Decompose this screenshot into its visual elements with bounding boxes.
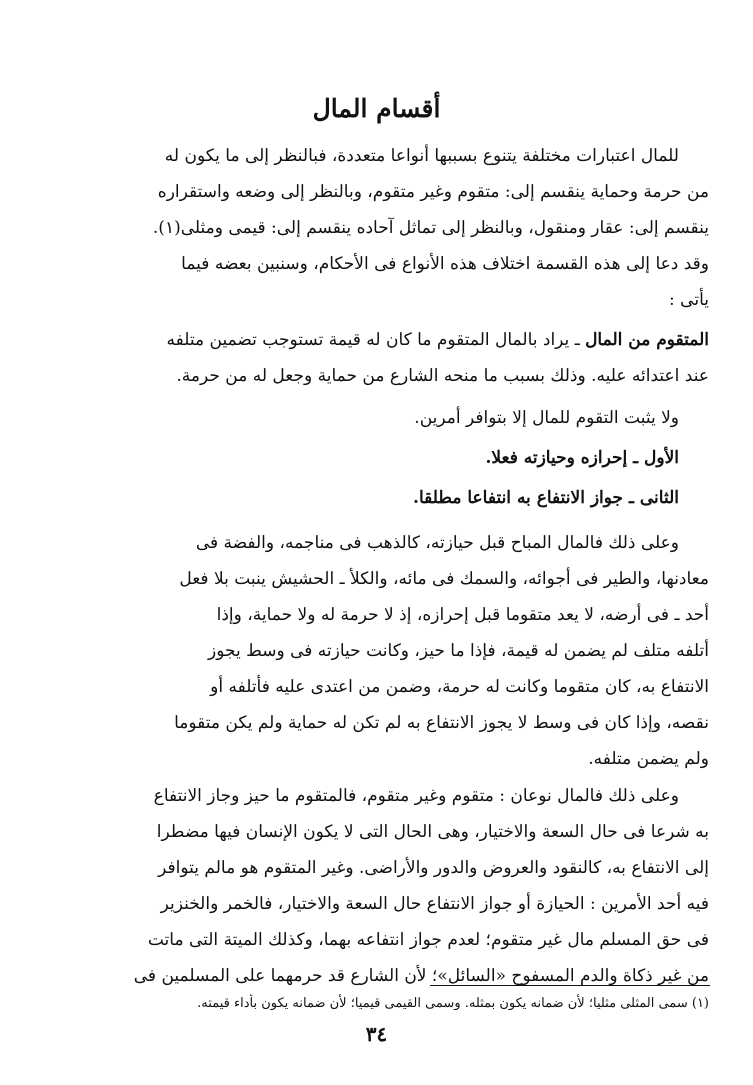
text-line [44, 322, 709, 358]
text-line: أتلفه متلف لم يضمن له قيمة، فإذا ما حيز، وكانت حيازته فى وسط يجوز [208, 641, 709, 661]
text-line: نقصه، وإذا كان فى وسط لا يجوز الانتفاع به لم تكن له حماية ولم يكن متقوما [174, 713, 709, 733]
text-line: الثانى ـ جواز الانتفاع به انتفاعا مطلقا. [413, 488, 679, 508]
text-line: وعلى ذلك فالمال نوعان : متقوم وغير متقوم، فالمتقوم ما حيز وجاز الانتفاع [153, 786, 679, 806]
text-line: ولا يثبت التقوم للمال إلا بتوافر أمرين. [414, 408, 679, 428]
text-line: من غير ذكاة والدم المسفوح «السائل»؛ لأن الشارع قد حرمهما على المسلمين فى [133, 966, 709, 986]
page-title: أقسام المال [312, 94, 441, 123]
text-line: للمال اعتبارات مختلفة يتنوع بسببها أنواعا متعددة، فبالنظر إلى ما يكون له [164, 146, 679, 166]
text-fragment: ـ يراد بالمال المتقوم ما كان له قيمة تستوجب تضمين متلفه [166, 330, 586, 350]
text-line: وعلى ذلك فالمال المباح قبل حيازته، كالذهب فى مناجمه، والفضة فى [195, 533, 679, 553]
text-line: وقد دعا إلى هذه القسمة اختلاف هذه الأنواع فى الأحكام، وسنبين بعضه فيما [181, 254, 709, 274]
paragraph-first-condition [44, 440, 709, 476]
text-line: يأتى : [669, 290, 709, 310]
text-line: ينقسم إلى: عقار ومنقول، وبالنظر إلى تماثل آحاده ينقسم إلى: قيمى ومثلى(١). [152, 218, 709, 238]
text-line: فى حق المسلم مال غير متقوم؛ لعدم جواز انتفاعه بهما، وكذلك الميتة التى ماتت [147, 930, 709, 950]
text-line: من حرمة وحماية ينقسم إلى: متقوم وغير متقوم، وبالنظر إلى وضعه واستقراره [157, 182, 709, 202]
footnote-divider [430, 985, 710, 986]
text-line: ولم يضمن متلفه. [588, 749, 709, 769]
footnote: (١) سمى المثلى مثليا؛ لأن ضمانه يكون بمثله. وسمى القيمى قيميا؛ لأن ضمانه يكون بأداء قيمته. [197, 996, 709, 1011]
term-heading: المتقوم من المال [585, 330, 709, 350]
text-line: عند اعتدائه عليه. وذلك بسبب ما منحه الشارع من حماية وجعل له من حرمة. [176, 366, 709, 386]
text-line: فيه أحد الأمرين : الحيازة أو جواز الانتفاع حال السعة والاختيار، فالخمر والخنزير [160, 894, 709, 914]
text-line: الانتفاع به، كان متقوما وكانت له حرمة، وضمن من اعتدى عليه فأتلفه أو [210, 677, 709, 697]
text-line: الأول ـ إحرازه وحيازته فعلا. [485, 448, 679, 468]
paragraph-conditions [44, 400, 709, 436]
text-line: به شرعا فى حال السعة والاختيار، وهى الحال التى لا يكون الإنسان فيها مضطرا [156, 822, 709, 842]
page-number: ٣٤ [365, 1022, 388, 1046]
text-line: أحد ـ فى أرضه، لا يعد متقوما قبل إحرازه، إذ لا حرمة له ولا حماية، وإذا [216, 605, 709, 625]
paragraph-mubah [44, 525, 709, 777]
paragraph-second-condition [44, 480, 709, 516]
paragraph-mutaqawwim [44, 322, 709, 394]
paragraph-two-types [44, 778, 709, 994]
paragraph-intro [44, 138, 709, 318]
text-line: إلى الانتفاع به، كالنقود والعروض والدور والأراضى. وغير المتقوم هو مالم يتوافر [158, 858, 709, 878]
text-line: معادنها، والطير فى أجوائه، والسمك فى مائه، والكلأ ـ الحشيش ينبت بلا فعل [179, 569, 709, 589]
